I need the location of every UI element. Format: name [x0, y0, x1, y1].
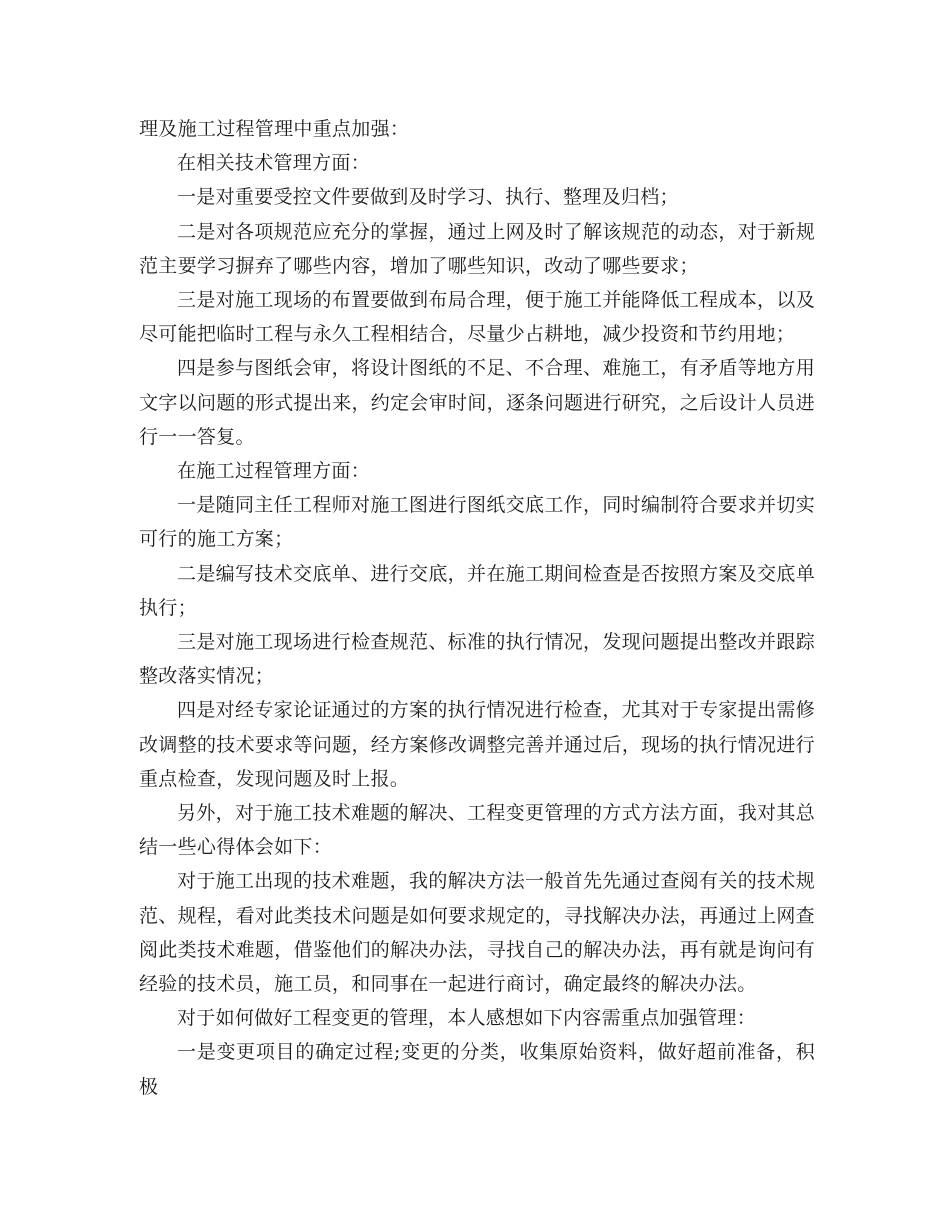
paragraph-8: 一是随同主任工程师对施工图进行图纸交底工作，同时编制符合要求并切实可行的施工方案；: [139, 494, 815, 551]
document-body: [139, 112, 815, 1104]
paragraph-10: 三是对施工现场进行检查规范、标准的执行情况，发现问题提出整改并跟踪整改落实情况；: [139, 631, 815, 688]
paragraph-3: 一是对重要受控文件要做到及时学习、执行、整理及归档；: [177, 186, 679, 209]
paragraph-9: 二是编写技术交底单、进行交底，并在施工期间检查是否按照方案及交底单执行；: [139, 562, 815, 619]
paragraph-15: 一是变更项目的确定过程;变更的分类，收集原始资料，做好超前准备，积极: [139, 1041, 815, 1098]
paragraph-7: 在施工过程管理方面：: [177, 460, 371, 483]
paragraph-1: 理及施工过程管理中重点加强：: [139, 118, 410, 140]
paragraph-14: 对于如何做好工程变更的管理，本人感想如下内容需重点加强管理：: [177, 1007, 757, 1030]
paragraph-6: 四是参与图纸会审，将设计图纸的不足、不合理、难施工，有矛盾等地方用文字以问题的形式提出来，约定会审时间，逐条问题进行研究，之后设计人员进行一一答复。: [139, 357, 815, 448]
paragraph-4: 二是对各项规范应充分的掌握，通过上网及时了解该规范的动态，对于新规范主要学习摒弃了哪些内容，增加了哪些知识，改动了哪些要求；: [139, 220, 815, 277]
paragraph-12: 另外，对于施工技术难题的解决、工程变更管理的方式方法方面，我对其总结一些心得体会如下：: [139, 802, 815, 859]
paragraph-11: 四是对经专家论证通过的方案的执行情况进行检查，尤其对于专家提出需修改调整的技术要求等问题，经方案修改调整完善并通过后，现场的执行情况进行重点检查，发现问题及时上报。: [139, 699, 815, 790]
paragraph-5: 三是对施工现场的布置要做到布局合理，便于施工并能降低工程成本，以及尽可能把临时工程与永久工程相结合，尽量少占耕地，减少投资和节约用地；: [139, 289, 815, 346]
paragraph-13: 对于施工出现的技术难题，我的解决方法一般首先先通过查阅有关的技术规范、规程，看对此类技术问题是如何要求规定的，寻找解决办法，再通过上网查阅此类技术难题，借鉴他们的解决办法，寻找自己的解决办法，再有就是询问有经验的技术员，施工员，和同事在一起进行商讨，确定最终的解决办法。: [139, 870, 815, 996]
paragraph-2: 在相关技术管理方面：: [177, 152, 371, 175]
